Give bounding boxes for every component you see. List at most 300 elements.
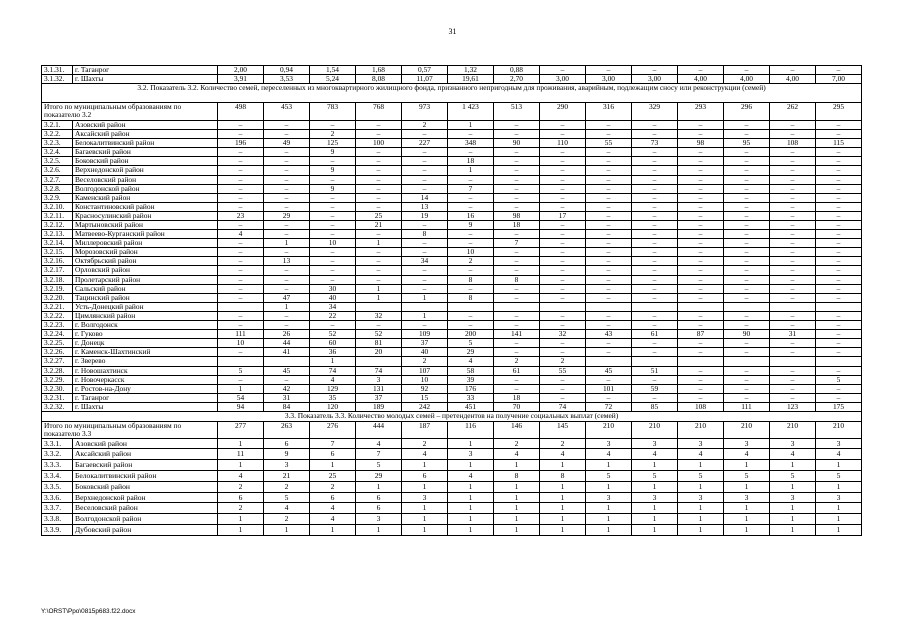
row-value: 3,91 xyxy=(218,75,264,84)
row-value: 129 xyxy=(310,384,356,393)
row-value: 4 xyxy=(310,514,356,525)
row-number: 3.2.7. xyxy=(42,175,73,184)
row-value: 227 xyxy=(402,139,448,148)
row-value: 1 xyxy=(586,481,632,492)
row-value: 1 xyxy=(448,166,494,175)
table-row xyxy=(42,175,862,184)
row-value: – xyxy=(632,184,678,193)
row-name: Верхнедонской район xyxy=(73,166,218,175)
row-value: 1 xyxy=(632,503,678,514)
row-value: 1,54 xyxy=(310,66,356,75)
row-value: – xyxy=(816,330,862,339)
row-name: Боковский район xyxy=(73,481,218,492)
row-value: 0,94 xyxy=(264,66,310,75)
row-value: 90 xyxy=(724,330,770,339)
row-value: 90 xyxy=(494,139,540,148)
row-number: 3.2.14. xyxy=(42,239,73,248)
row-value: – xyxy=(770,239,816,248)
row-value: 2 xyxy=(218,481,264,492)
row-value: – xyxy=(586,375,632,384)
row-value: – xyxy=(356,266,402,275)
row-number: 3.2.19. xyxy=(42,284,73,293)
row-value: – xyxy=(816,175,862,184)
row-value: 1 xyxy=(356,239,402,248)
row-value xyxy=(218,357,264,366)
row-value: 1 xyxy=(540,460,586,471)
row-value: – xyxy=(264,230,310,239)
row-value: – xyxy=(586,266,632,275)
row-value: – xyxy=(494,284,540,293)
row-value: – xyxy=(770,393,816,402)
row-value: – xyxy=(494,384,540,393)
row-value: – xyxy=(586,239,632,248)
row-value: 4 xyxy=(448,470,494,481)
row-value: – xyxy=(310,193,356,202)
row-value: – xyxy=(218,275,264,284)
row-value: 5 xyxy=(678,470,724,481)
row-number: 3.2.15. xyxy=(42,248,73,257)
row-value: 2 xyxy=(218,503,264,514)
row-value: – xyxy=(218,375,264,384)
row-value: – xyxy=(816,266,862,275)
row-value: 3 xyxy=(586,438,632,449)
total-value: 498 xyxy=(218,102,264,120)
row-number: 3.2.26. xyxy=(42,348,73,357)
row-value: 59 xyxy=(632,384,678,393)
row-value: 5 xyxy=(218,366,264,375)
row-value: 52 xyxy=(356,330,402,339)
row-value: 6 xyxy=(218,492,264,503)
row-value: 45 xyxy=(586,366,632,375)
total-value: 187 xyxy=(402,421,448,438)
row-value: – xyxy=(632,202,678,211)
row-value: – xyxy=(540,275,586,284)
row-value: 37 xyxy=(402,339,448,348)
row-value: 1 xyxy=(724,503,770,514)
row-value: 85 xyxy=(632,402,678,411)
row-value: 1,68 xyxy=(356,66,402,75)
row-value: 3,00 xyxy=(632,75,678,84)
row-value: 1 xyxy=(816,503,862,514)
row-name: Цимлянский район xyxy=(73,311,218,320)
row-value: – xyxy=(540,148,586,157)
row-name: Тацинский район xyxy=(73,293,218,302)
row-value: – xyxy=(816,311,862,320)
total-value: 316 xyxy=(586,102,632,120)
row-name: г. Волгодонск xyxy=(73,321,218,330)
row-value: 44 xyxy=(264,339,310,348)
row-value: – xyxy=(816,166,862,175)
row-value: 6 xyxy=(310,492,356,503)
total-value: 329 xyxy=(632,102,678,120)
page-number: 31 xyxy=(448,27,457,36)
row-value: – xyxy=(770,375,816,384)
row-value: – xyxy=(218,130,264,139)
row-value: 5 xyxy=(816,375,862,384)
row-value: 29 xyxy=(356,470,402,481)
row-value: – xyxy=(310,211,356,220)
row-name: г. Таганрог xyxy=(73,393,218,402)
row-value: – xyxy=(402,184,448,193)
row-value: 5 xyxy=(724,470,770,481)
row-value xyxy=(356,357,402,366)
row-name: Константиновский район xyxy=(73,202,218,211)
row-value: – xyxy=(770,384,816,393)
total-value: 276 xyxy=(310,421,356,438)
row-value: – xyxy=(678,393,724,402)
row-number: 3.3.8. xyxy=(42,514,73,525)
row-value: 111 xyxy=(724,402,770,411)
total-value: 293 xyxy=(678,102,724,120)
row-value: 2 xyxy=(540,357,586,366)
row-value: – xyxy=(356,148,402,157)
row-value: 6 xyxy=(356,492,402,503)
row-value: – xyxy=(678,339,724,348)
row-value: 100 xyxy=(356,139,402,148)
row-value: 1 xyxy=(770,514,816,525)
row-value: – xyxy=(540,348,586,357)
row-value: 34 xyxy=(310,302,356,311)
row-name: Азовский район xyxy=(73,438,218,449)
row-value: – xyxy=(310,257,356,266)
row-value: – xyxy=(310,157,356,166)
row-value: 21 xyxy=(264,470,310,481)
table-row xyxy=(42,384,862,393)
row-value: 1 xyxy=(402,481,448,492)
row-value: 5 xyxy=(448,339,494,348)
row-value: – xyxy=(264,148,310,157)
row-value: 55 xyxy=(586,139,632,148)
row-value: 26 xyxy=(264,330,310,339)
row-value: – xyxy=(586,348,632,357)
row-value: – xyxy=(586,257,632,266)
row-value: 1,32 xyxy=(448,66,494,75)
row-name: г. Зверево xyxy=(73,357,218,366)
row-number: 3.1.31. xyxy=(42,66,73,75)
row-number: 3.2.23. xyxy=(42,321,73,330)
row-value: – xyxy=(678,257,724,266)
row-value: – xyxy=(632,393,678,402)
row-value: 4 xyxy=(632,449,678,460)
row-value: – xyxy=(264,275,310,284)
row-value: 0,57 xyxy=(402,66,448,75)
row-value: 13 xyxy=(402,202,448,211)
row-value: – xyxy=(218,148,264,157)
row-value: – xyxy=(586,311,632,320)
row-value: – xyxy=(678,211,724,220)
row-value: – xyxy=(816,275,862,284)
row-value: – xyxy=(816,248,862,257)
row-value: – xyxy=(356,157,402,166)
row-value: – xyxy=(586,148,632,157)
row-value: – xyxy=(678,275,724,284)
row-value: – xyxy=(402,321,448,330)
row-number: 3.2.2. xyxy=(42,130,73,139)
row-value: – xyxy=(816,384,862,393)
row-value: 2 xyxy=(264,481,310,492)
row-number: 3.1.32. xyxy=(42,75,73,84)
row-value: – xyxy=(586,211,632,220)
row-value: – xyxy=(816,120,862,129)
row-value: – xyxy=(770,130,816,139)
row-value: – xyxy=(816,193,862,202)
row-value: 4 xyxy=(356,438,402,449)
row-value: – xyxy=(310,202,356,211)
row-value: 14 xyxy=(402,193,448,202)
row-value: – xyxy=(678,184,724,193)
row-value: 6 xyxy=(402,470,448,481)
row-value: 1 xyxy=(264,239,310,248)
table-row xyxy=(42,375,862,384)
row-value: – xyxy=(724,202,770,211)
row-value: 451 xyxy=(448,402,494,411)
row-value: – xyxy=(678,202,724,211)
table-row xyxy=(42,293,862,302)
indicator-table xyxy=(41,65,862,536)
row-value: 29 xyxy=(264,211,310,220)
row-value: – xyxy=(632,211,678,220)
table-row xyxy=(42,130,862,139)
row-value: 3 xyxy=(632,492,678,503)
row-value: 1 xyxy=(816,524,862,535)
row-value: – xyxy=(264,130,310,139)
row-value: 1 xyxy=(586,514,632,525)
row-value xyxy=(356,302,402,311)
row-value: – xyxy=(218,193,264,202)
row-value: – xyxy=(770,221,816,230)
row-value: – xyxy=(632,348,678,357)
row-value: 23 xyxy=(218,211,264,220)
row-number: 3.2.3. xyxy=(42,139,73,148)
table-row xyxy=(42,193,862,202)
row-value: – xyxy=(356,166,402,175)
row-value: 8 xyxy=(494,275,540,284)
row-value: – xyxy=(310,266,356,275)
row-value: – xyxy=(494,321,540,330)
row-value: – xyxy=(264,321,310,330)
row-value: 17 xyxy=(540,211,586,220)
row-value: 4 xyxy=(264,503,310,514)
table-row xyxy=(42,166,862,175)
row-value: – xyxy=(218,348,264,357)
row-value: – xyxy=(816,321,862,330)
row-value: 4 xyxy=(218,470,264,481)
row-value: – xyxy=(632,275,678,284)
row-value: – xyxy=(356,184,402,193)
row-name: Сальский район xyxy=(73,284,218,293)
row-value: 31 xyxy=(770,330,816,339)
row-number: 3.2.5. xyxy=(42,157,73,166)
row-value: – xyxy=(678,175,724,184)
row-name: Аксайский район xyxy=(73,130,218,139)
row-value: 52 xyxy=(310,330,356,339)
row-value: – xyxy=(218,202,264,211)
table-row xyxy=(42,311,862,320)
row-value: – xyxy=(816,202,862,211)
row-value: – xyxy=(448,239,494,248)
table-row xyxy=(42,330,862,339)
row-value: – xyxy=(540,284,586,293)
row-value: – xyxy=(540,375,586,384)
row-value: 4 xyxy=(448,357,494,366)
row-value: 5 xyxy=(264,492,310,503)
row-value: 1 xyxy=(310,524,356,535)
row-value: – xyxy=(586,166,632,175)
row-value: – xyxy=(632,221,678,230)
row-value: 18 xyxy=(494,393,540,402)
row-value: 43 xyxy=(586,330,632,339)
row-value: – xyxy=(770,166,816,175)
row-value: 2,00 xyxy=(218,66,264,75)
row-value: 74 xyxy=(356,366,402,375)
row-value: 1 xyxy=(494,514,540,525)
row-value: 115 xyxy=(816,139,862,148)
total-value: 210 xyxy=(632,421,678,438)
row-name: Белокалитвинский район xyxy=(73,470,218,481)
row-value: 32 xyxy=(356,311,402,320)
table-row xyxy=(42,470,862,481)
row-value xyxy=(678,302,724,311)
row-value: – xyxy=(448,321,494,330)
row-value: 1 xyxy=(218,524,264,535)
row-value: – xyxy=(494,120,540,129)
row-value: – xyxy=(310,275,356,284)
row-value: – xyxy=(586,275,632,284)
row-value: – xyxy=(540,257,586,266)
row-value: – xyxy=(402,148,448,157)
row-value: – xyxy=(724,166,770,175)
row-value: – xyxy=(724,211,770,220)
section-heading: 3.3. Показатель 3.3. Количество молодых семей – претендентов на получение социальных выплат (семей) xyxy=(42,411,862,421)
row-value: – xyxy=(356,275,402,284)
table-row xyxy=(42,348,862,357)
row-value: 32 xyxy=(540,330,586,339)
row-name: Волгодонской район xyxy=(73,184,218,193)
row-value: – xyxy=(816,66,862,75)
row-value: – xyxy=(494,184,540,193)
row-value: – xyxy=(632,66,678,75)
row-number: 3.2.27. xyxy=(42,357,73,366)
table-row xyxy=(42,339,862,348)
row-value: – xyxy=(310,175,356,184)
row-value: – xyxy=(632,311,678,320)
row-value: 111 xyxy=(218,330,264,339)
row-value: – xyxy=(264,202,310,211)
row-value: – xyxy=(632,148,678,157)
row-value: – xyxy=(770,66,816,75)
total-label: Итого по муниципальным образованиям по показателю 3.3 xyxy=(42,421,218,438)
row-value: – xyxy=(264,221,310,230)
row-value: – xyxy=(770,339,816,348)
row-value: 61 xyxy=(494,366,540,375)
table-row xyxy=(42,514,862,525)
row-value: 13 xyxy=(264,257,310,266)
row-value: – xyxy=(816,230,862,239)
row-name: Мартыновский район xyxy=(73,221,218,230)
row-value: – xyxy=(356,193,402,202)
row-value: – xyxy=(310,321,356,330)
row-value: – xyxy=(678,239,724,248)
row-value: – xyxy=(724,248,770,257)
row-value: 10 xyxy=(218,339,264,348)
row-value: – xyxy=(402,275,448,284)
row-name: Белокалитвинский район xyxy=(73,139,218,148)
row-value: – xyxy=(816,293,862,302)
row-value: 141 xyxy=(494,330,540,339)
row-value: 1 xyxy=(632,514,678,525)
row-name: г. Таганрог xyxy=(73,66,218,75)
row-value: 120 xyxy=(310,402,356,411)
table-row xyxy=(42,221,862,230)
row-value: – xyxy=(724,348,770,357)
row-value: – xyxy=(218,248,264,257)
table-row xyxy=(42,148,862,157)
row-value: 19,61 xyxy=(448,75,494,84)
row-value: 3,00 xyxy=(540,75,586,84)
row-value: – xyxy=(678,321,724,330)
row-value: – xyxy=(540,221,586,230)
row-value: – xyxy=(540,339,586,348)
row-value: – xyxy=(494,148,540,157)
row-value: 1 xyxy=(448,120,494,129)
row-value: – xyxy=(402,166,448,175)
row-value: – xyxy=(678,193,724,202)
row-value: 4 xyxy=(310,503,356,514)
row-value: 6 xyxy=(356,503,402,514)
section-heading: 3.2. Показатель 3.2. Количество семей, переселенных из многоквартирного жилищного фонда, признанного непригодным для проживания, аварийным, подлежащим сносу или реконструкции (семей) xyxy=(42,84,862,103)
total-row xyxy=(42,102,862,120)
row-value: – xyxy=(770,120,816,129)
row-value: – xyxy=(724,284,770,293)
row-value: – xyxy=(816,221,862,230)
row-value: 1 xyxy=(586,503,632,514)
row-value: 3 xyxy=(816,492,862,503)
row-value: 1 xyxy=(678,481,724,492)
row-value: 4 xyxy=(724,449,770,460)
table-row xyxy=(42,481,862,492)
row-value: – xyxy=(632,293,678,302)
total-value: 146 xyxy=(494,421,540,438)
row-value: 1 xyxy=(586,460,632,471)
row-value: 19 xyxy=(402,211,448,220)
row-value: 42 xyxy=(264,384,310,393)
row-value: 1 xyxy=(494,492,540,503)
row-value: – xyxy=(632,375,678,384)
row-value: 348 xyxy=(448,139,494,148)
row-value: 21 xyxy=(356,221,402,230)
row-value: 1 xyxy=(540,524,586,535)
row-value: – xyxy=(678,221,724,230)
total-value: 210 xyxy=(724,421,770,438)
row-value: – xyxy=(678,157,724,166)
row-value: 4 xyxy=(586,449,632,460)
row-value: – xyxy=(816,157,862,166)
row-value: 200 xyxy=(448,330,494,339)
row-value: – xyxy=(586,230,632,239)
row-value: – xyxy=(494,375,540,384)
row-value: – xyxy=(770,157,816,166)
row-value: – xyxy=(586,175,632,184)
row-value: 39 xyxy=(448,375,494,384)
row-value: – xyxy=(816,339,862,348)
row-value: 3 xyxy=(356,514,402,525)
row-value: – xyxy=(724,120,770,129)
row-value: 1 xyxy=(264,302,310,311)
row-value: – xyxy=(448,284,494,293)
row-value: 10 xyxy=(310,239,356,248)
total-value: 295 xyxy=(816,102,862,120)
row-value: – xyxy=(770,248,816,257)
